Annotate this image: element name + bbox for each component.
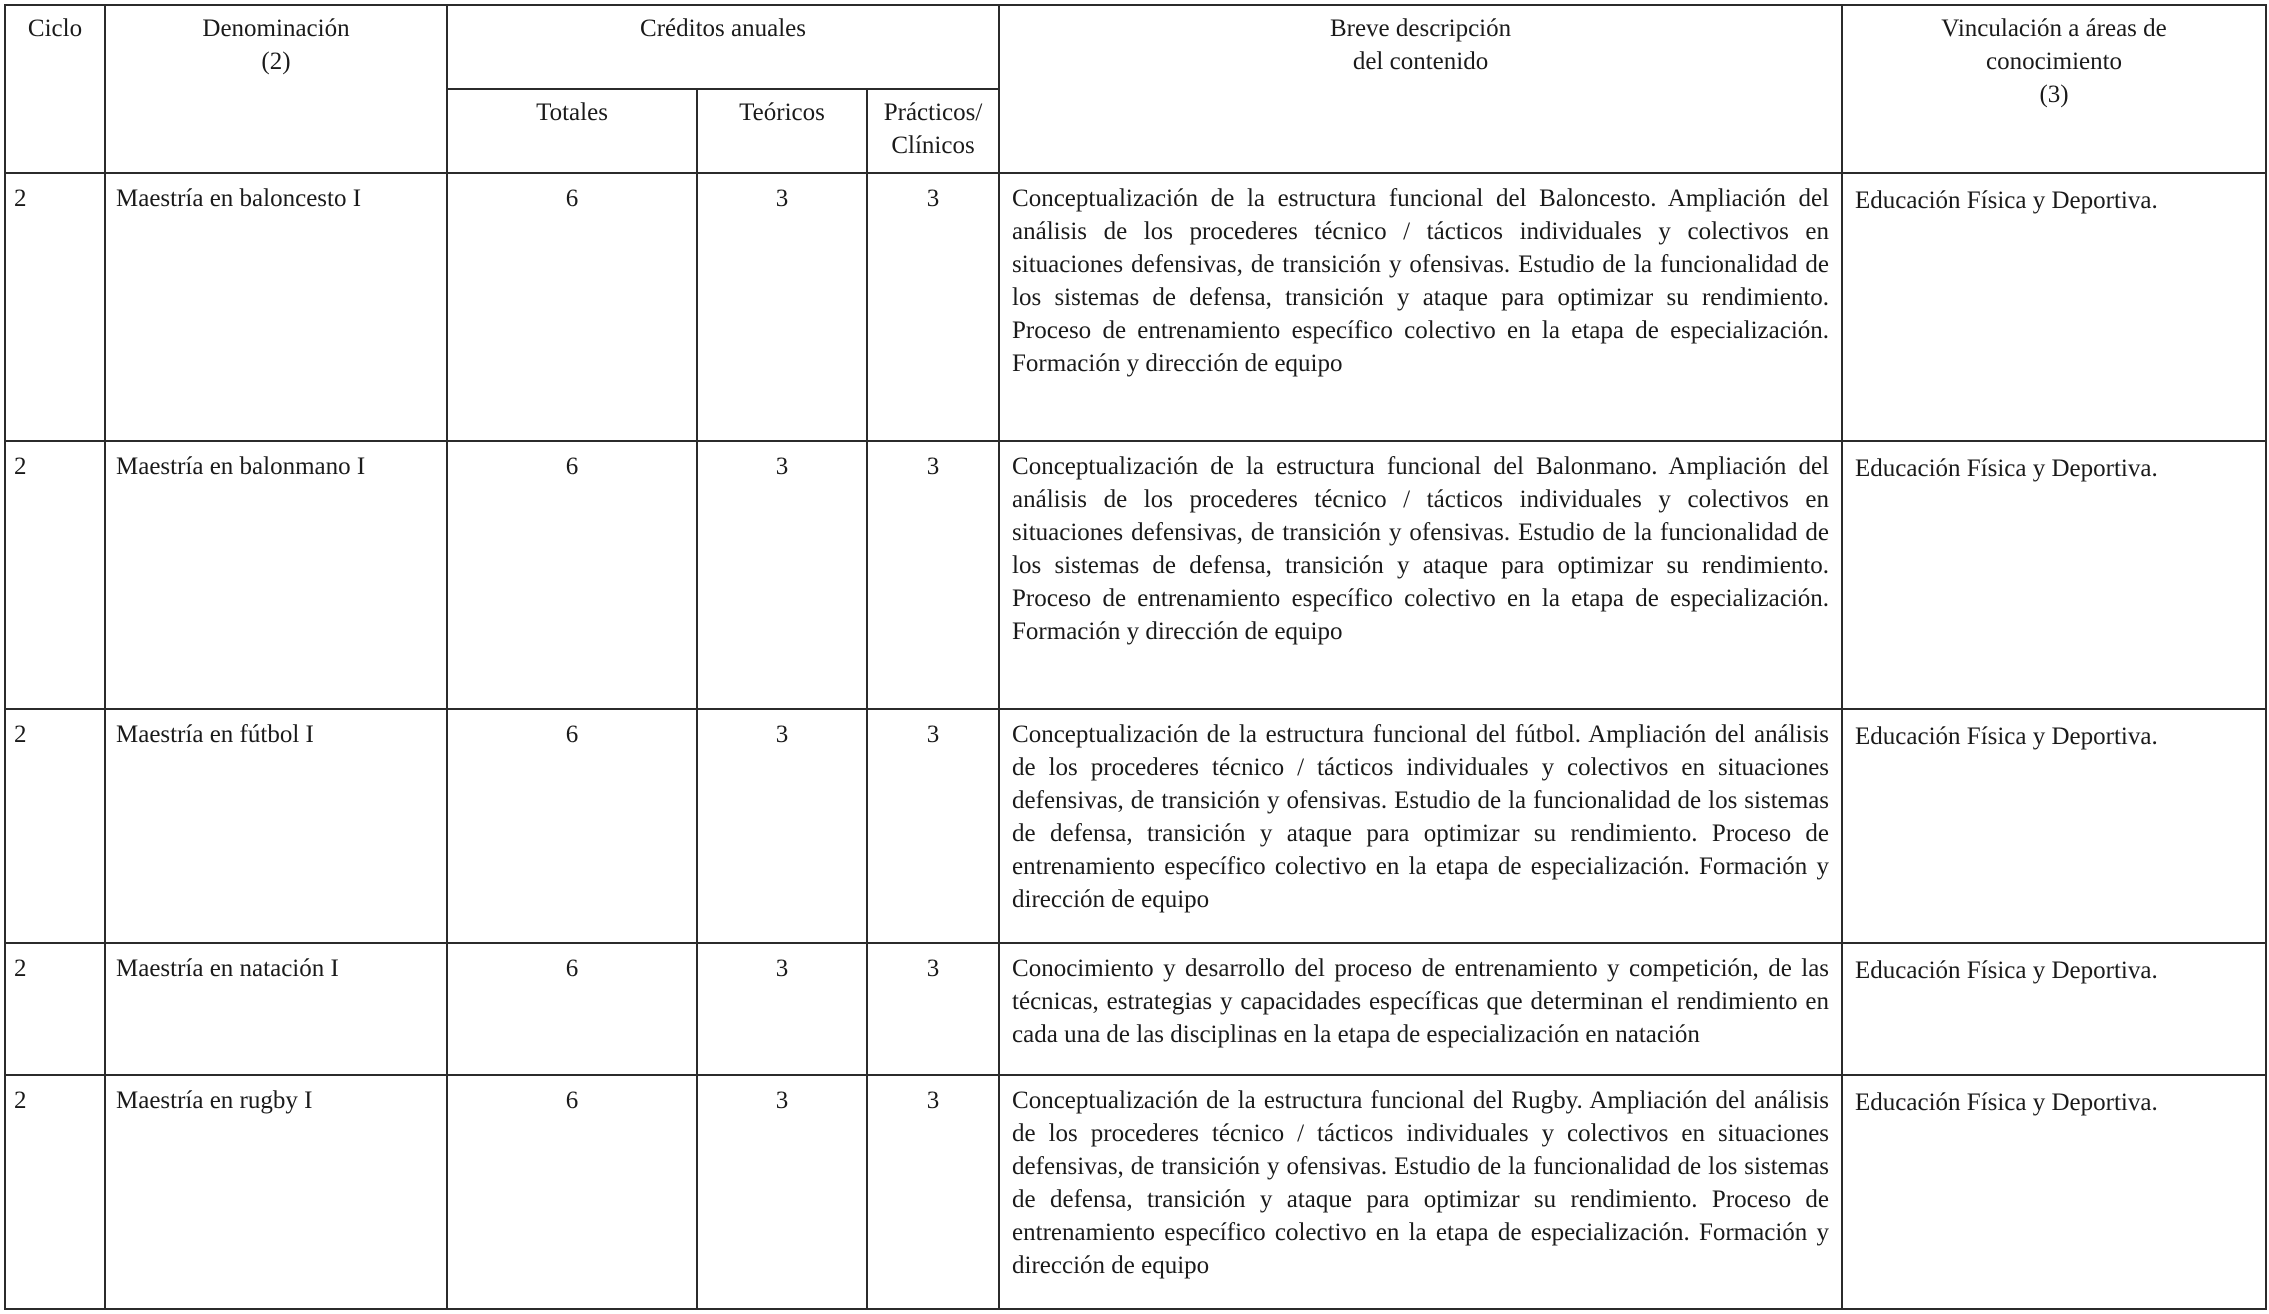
descripcion-cell: Conceptualización de la estructura funcional del Balonmano. Ampliación del análisis de los procederes técnico / tácticos individuales y colectivos en situaciones defensivas, de transición y ofensivas. Estudio de la funcionalidad de los sistemas de defensa, transición y ataque para optimizar su rendimiento. Proceso de entrenamiento específico colectivo en la etapa de especialización. Formación y dirección de equipo (999, 441, 1842, 709)
header-creditos (447, 5, 999, 89)
ciclo-cell: 2 (5, 441, 105, 709)
denominacion-cell: Maestría en baloncesto I (105, 173, 447, 441)
teoricos-cell: 3 (697, 173, 867, 441)
table-row (5, 709, 2266, 943)
table-row (5, 173, 2266, 441)
header-practicos-line2: Clínicos (891, 132, 975, 159)
practicos-cell: 3 (867, 173, 999, 441)
header-teoricos (697, 89, 867, 173)
area-cell: Educación Física y Deportiva. (1842, 709, 2266, 943)
header-vinculacion (1842, 5, 2266, 173)
totales-cell: 6 (447, 943, 697, 1075)
header-denominacion-note: (2) (261, 48, 291, 75)
totales-cell: 6 (447, 441, 697, 709)
header-denominacion-label: Denominación (202, 15, 350, 42)
table-row (5, 441, 2266, 709)
practicos-cell: 3 (867, 709, 999, 943)
practicos-cell: 3 (867, 943, 999, 1075)
descripcion-cell: Conceptualización de la estructura funcional del Baloncesto. Ampliación del análisis de los procederes técnico / tácticos individuales y colectivos en situaciones defensivas, de transición y ofensivas. Estudio de la funcionalidad de los sistemas de defensa, transición y ataque para optimizar su rendimiento. Proceso de entrenamiento específico colectivo en la etapa de especialización. Formación y dirección de equipo (999, 173, 1842, 441)
header-ciclo-label: Ciclo (27, 15, 83, 42)
header-descripcion-line2: del contenido (1352, 48, 1489, 75)
area-cell: Educación Física y Deportiva. (1842, 173, 2266, 441)
ciclo-cell: 2 (5, 709, 105, 943)
descripcion-cell: Conceptualización de la estructura funcional del Rugby. Ampliación del análisis de los procederes técnico / tácticos individuales y colectivos en situaciones defensivas, de transición y ofensivas. Estudio de la funcionalidad de los sistemas de defensa, transición y ataque para optimizar su rendimiento. Proceso de entrenamiento específico colectivo en la etapa de especialización. Formación y dirección de equipo (999, 1075, 1842, 1309)
table-row (5, 943, 2266, 1075)
ciclo-cell: 2 (5, 173, 105, 441)
curriculum-table (4, 4, 2267, 1310)
teoricos-cell: 3 (697, 441, 867, 709)
header-practicos-line1: Prácticos/ (883, 99, 983, 126)
ciclo-cell: 2 (5, 1075, 105, 1309)
teoricos-cell: 3 (697, 943, 867, 1075)
header-totales-label: Totales (536, 99, 608, 126)
table-row (5, 1075, 2266, 1309)
totales-cell: 6 (447, 709, 697, 943)
practicos-cell: 3 (867, 441, 999, 709)
descripcion-cell: Conocimiento y desarrollo del proceso de entrenamiento y competición, de las técnicas, estrategias y capacidades específicas que determinan el rendimiento en cada una de las disciplinas en la etapa de especialización en natación (999, 943, 1842, 1075)
area-cell: Educación Física y Deportiva. (1842, 441, 2266, 709)
area-cell: Educación Física y Deportiva. (1842, 943, 2266, 1075)
practicos-cell: 3 (867, 1075, 999, 1309)
header-vinculacion-line2: conocimiento (1985, 48, 2123, 75)
totales-cell: 6 (447, 1075, 697, 1309)
header-teoricos-label: Teóricos (739, 99, 825, 126)
header-vinculacion-note: (3) (2039, 81, 2069, 108)
header-ciclo (5, 5, 105, 173)
header-vinculacion-line1: Vinculación a áreas de (1941, 15, 2167, 42)
header-denominacion (105, 5, 447, 173)
header-descripcion (999, 5, 1842, 173)
header-row-top (5, 5, 2266, 89)
header-practicos (867, 89, 999, 173)
totales-cell: 6 (447, 173, 697, 441)
teoricos-cell: 3 (697, 1075, 867, 1309)
header-totales (447, 89, 697, 173)
denominacion-cell: Maestría en natación I (105, 943, 447, 1075)
denominacion-cell: Maestría en balonmano I (105, 441, 447, 709)
teoricos-cell: 3 (697, 709, 867, 943)
header-creditos-label: Créditos anuales (640, 15, 806, 42)
header-descripcion-line1: Breve descripción (1329, 15, 1512, 42)
descripcion-cell: Conceptualización de la estructura funcional del fútbol. Ampliación del análisis de los procederes técnico / tácticos individuales y colectivos en situaciones defensivas, de transición y ofensivas. Estudio de la funcionalidad de los sistemas de defensa, transición y ataque para optimizar su rendimiento. Proceso de entrenamiento específico colectivo en la etapa de especialización. Formación y dirección de equipo (999, 709, 1842, 943)
area-cell: Educación Física y Deportiva. (1842, 1075, 2266, 1309)
denominacion-cell: Maestría en rugby I (105, 1075, 447, 1309)
ciclo-cell: 2 (5, 943, 105, 1075)
denominacion-cell: Maestría en fútbol I (105, 709, 447, 943)
